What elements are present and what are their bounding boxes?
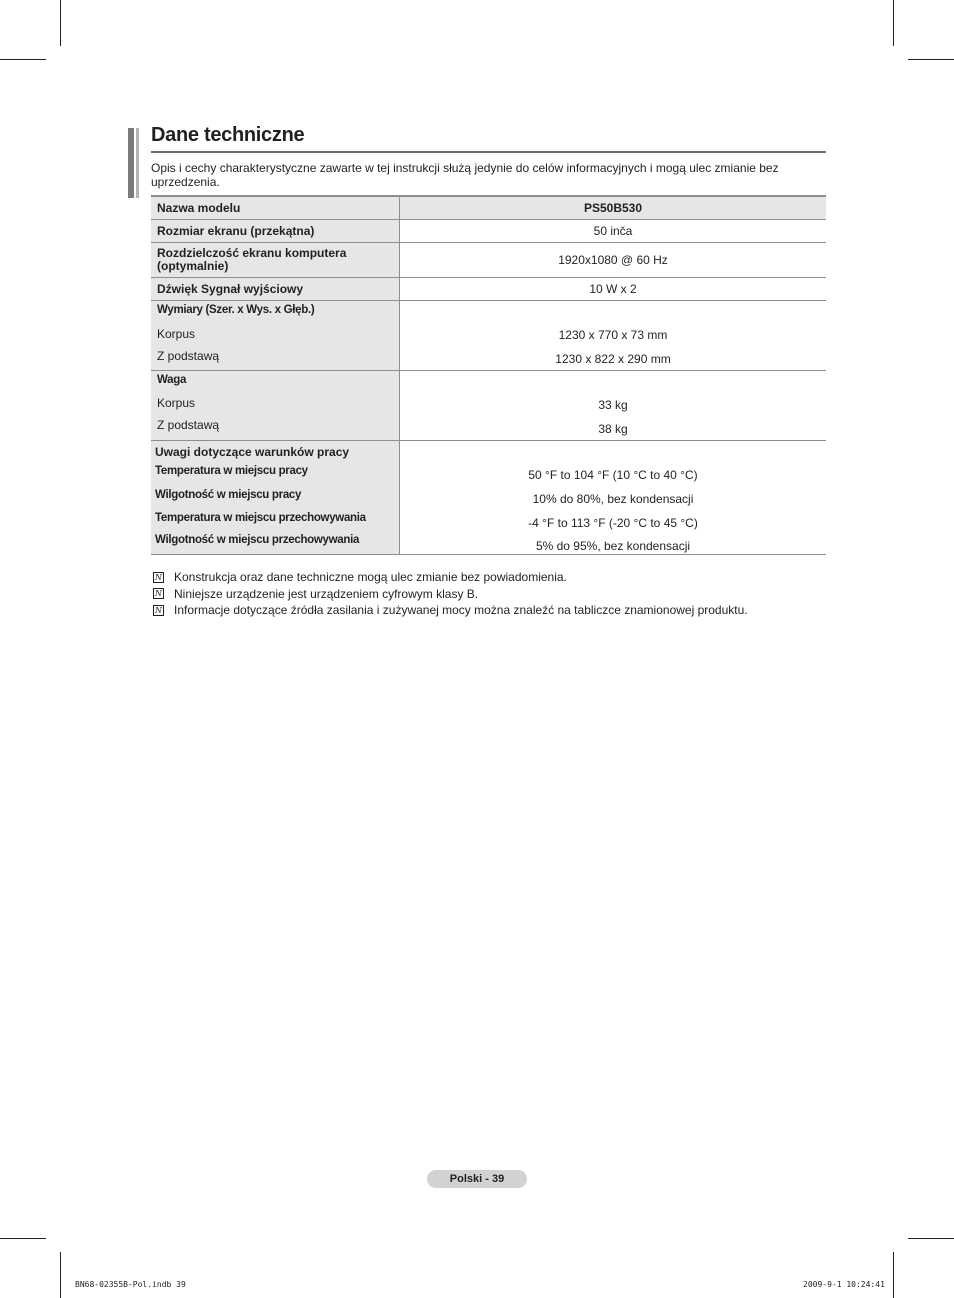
crop-mark [893, 1252, 894, 1298]
crop-mark [908, 59, 954, 60]
title-divider [151, 151, 826, 153]
section-marker-bar [128, 128, 134, 198]
weight-body-label: Korpus [157, 395, 196, 410]
model-value: PS50B530 [400, 196, 827, 219]
table-row [151, 440, 826, 554]
note-text: Konstrukcja oraz dane techniczne mogą ulec zmianie bez powiadomienia. [174, 570, 567, 585]
intro-text: Opis i cechy charakterystyczne zawarte w tej instrukcji służą jedynie do celów informacyjnych i mogą ulec zmianie bez uprzedzenia. [151, 161, 779, 189]
notes-list [153, 569, 748, 619]
spec-table [151, 195, 826, 555]
list-item [153, 586, 748, 603]
crop-mark [60, 1252, 61, 1298]
dimensions-stand-value: 1230 x 822 x 290 mm [555, 351, 671, 366]
footer-file: BN68-02355B-Pol.indb 39 [75, 1280, 186, 1289]
crop-mark [60, 0, 61, 46]
op-temp-value: 50 °F to 104 °F (10 °C to 40 °C) [528, 467, 698, 482]
conditions-cell [151, 440, 400, 554]
crop-mark [0, 59, 46, 60]
weight-label: Waga [157, 373, 187, 386]
table-row [151, 196, 826, 219]
crop-mark [0, 1238, 46, 1239]
resolution-label: Rozdzielczość ekranu komputera (optymalnie) [151, 242, 400, 277]
dimensions-label: Wymiary (Szer. x Wys. x Głęb.) [157, 303, 315, 316]
crop-mark [908, 1238, 954, 1239]
crop-mark [893, 0, 894, 46]
note-text: Niniejsze urządzenie jest urządzeniem cyfrowym klasy B. [174, 586, 479, 601]
section-marker-bar [136, 128, 139, 198]
table-row [151, 219, 826, 242]
page-number: Polski - 39 [427, 1170, 527, 1188]
dimensions-body-label: Korpus [157, 326, 196, 341]
footer-timestamp: 2009-9-1 10:24:41 [803, 1280, 885, 1289]
resolution-value: 1920x1080 @ 60 Hz [400, 242, 827, 277]
page-title: Dane techniczne [151, 124, 305, 146]
weight-stand-label: Z podstawą [157, 417, 220, 432]
weight-stand-value: 38 kg [598, 421, 628, 436]
note-icon: N [155, 589, 162, 599]
st-humidity-label: Wilgotność w miejscu przechowywania [155, 533, 360, 546]
op-humidity-label: Wilgotność w miejscu pracy [155, 488, 302, 501]
st-temp-label: Temperatura w miejscu przechowywania [155, 511, 366, 524]
list-item [153, 602, 748, 619]
table-row [151, 277, 826, 300]
sound-label: Dźwięk Sygnał wyjściowy [151, 277, 400, 300]
op-humidity-value: 10% do 80%, bez kondensacji [532, 491, 694, 506]
dimensions-body-value: 1230 x 770 x 73 mm [558, 327, 668, 342]
table-row [151, 242, 826, 277]
table-row [151, 300, 826, 370]
conditions-label: Uwagi dotyczące warunków pracy [155, 444, 350, 459]
st-humidity-value: 5% do 95%, bez kondensacji [535, 538, 691, 553]
st-temp-value: -4 °F to 113 °F (-20 °C to 45 °C) [528, 515, 698, 530]
conditions-values [400, 440, 827, 554]
note-text: Informacje dotyczące źródła zasilania i zużywanej mocy można znaleźć na tabliczce znamionowej produktu. [174, 603, 748, 618]
weight-body-value: 33 kg [598, 397, 628, 412]
dimensions-values [400, 300, 827, 370]
screen-size-label: Rozmiar ekranu (przekątna) [151, 219, 400, 242]
weight-cell [151, 370, 400, 440]
dimensions-stand-label: Z podstawą [157, 348, 220, 363]
note-icon: N [155, 605, 162, 615]
table-row [151, 370, 826, 440]
list-item [153, 569, 748, 586]
op-temp-label: Temperatura w miejscu pracy [155, 464, 308, 477]
sound-value: 10 W x 2 [400, 277, 827, 300]
weight-values [400, 370, 827, 440]
dimensions-cell [151, 300, 400, 370]
model-label: Nazwa modelu [151, 196, 400, 219]
screen-size-value: 50 inča [400, 219, 827, 242]
note-icon: N [155, 572, 162, 582]
